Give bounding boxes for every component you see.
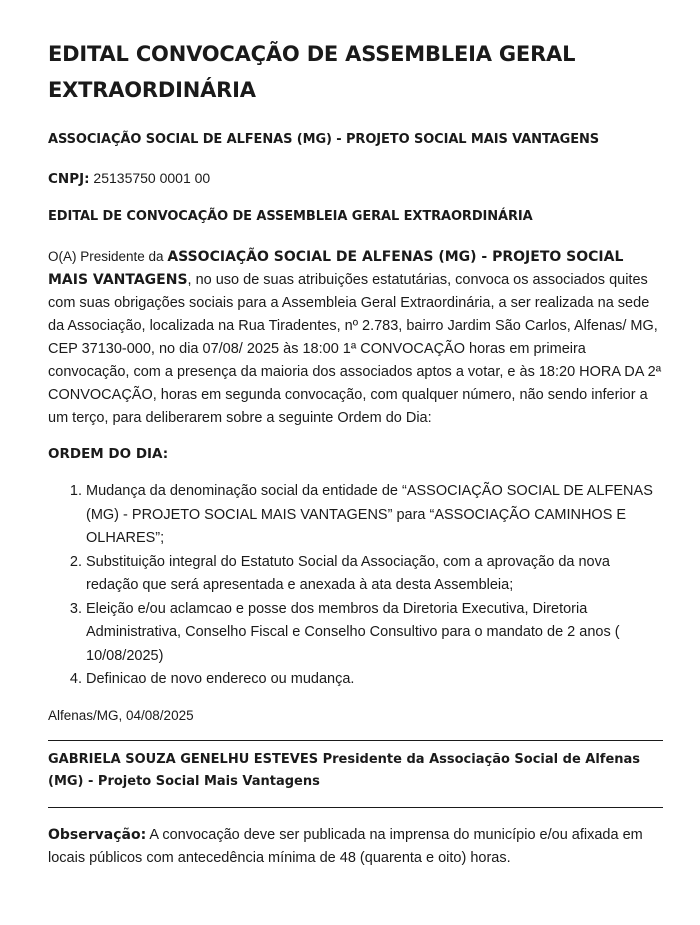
document-title: EDITAL CONVOCAÇÃO DE ASSEMBLEIA GERAL EXTRAORDINÁRIA — [48, 42, 576, 102]
signature-block: GABRIELA SOUZA GENELHU ESTEVES Presidente da Associação Social de Alfenas (MG) - Projeto Social Mais Vantagens — [48, 751, 641, 789]
agenda-item: 2. Substituição integral do Estatuto Social da Associação, com a aprovação da nova redação que será apresentada e anexada à ata desta Assembleia; — [86, 551, 663, 598]
observation-label: Observação: — [48, 826, 147, 843]
cnpj-line — [48, 168, 663, 189]
edital-document — [48, 36, 663, 870]
cnpj-value: 25135750 0001 00 — [89, 170, 211, 186]
intro-body: , no uso de suas atribuições estatutárias, convoca os associados quites com suas obrigações sociais para a Assembleia Geral Extraordinária, a ser realizada na sede da Associação, localizada na Rua Tiradentes, nº 2.783, bairro Jardim São Carlos, Alfenas/ MG, CEP 37130-000, no dia 07/08/ 2025 às 18:00 1ª CONVOCAÇÃO horas em primeira convocação, com a presença da maioria dos associados aptos a votar, e às 18:20 HORA DA 2ª CONVOCAÇÃO, horas em segunda convocação, com qualquer número, não sendo inferior a um terço, para deliberarem sobre a seguinte Ordem do Dia: — [48, 272, 662, 426]
agenda-item: 4. Definicao de novo endereco ou mudança. — [86, 668, 663, 692]
association-heading: ASSOCIAÇÃO SOCIAL DE ALFENAS (MG) - PROJETO SOCIAL MAIS VANTAGENS — [48, 132, 600, 147]
intro-prefix: O(A) Presidente da — [48, 249, 168, 264]
divider-bottom — [48, 807, 663, 808]
divider-top — [48, 740, 663, 741]
intro-paragraph — [48, 245, 663, 430]
edital-heading: EDITAL DE CONVOCAÇÃO DE ASSEMBLEIA GERAL EXTRAORDINÁRIA — [48, 209, 533, 224]
agenda-heading: ORDEM DO DIA: — [48, 446, 169, 462]
agenda-list — [48, 480, 663, 692]
agenda-item: 1. Mudança da denominação social da entidade de “ASSOCIAÇÃO SOCIAL DE ALFENAS (MG) - PROJETO SOCIAL MAIS VANTAGENS” para “ASSOCIAÇÃO CAMINHOS E OLHARES”; — [86, 480, 663, 551]
intro-entity: ASSOCIAÇÃO SOCIAL DE ALFENAS (MG) - PROJETO SOCIAL MAIS VANTAGENS — [48, 249, 624, 288]
observation-text: A convocação deve ser publicada na imprensa do município e/ou afixada em locais públicos com antecedência mínima de 48 (quarenta e oito) horas. — [48, 826, 643, 866]
observation-note — [48, 824, 663, 870]
place-date: Alfenas/MG, 04/08/2025 — [48, 707, 194, 723]
agenda-item: 3. Eleição e/ou aclamcao e posse dos membros da Diretoria Executiva, Diretoria Administrativa, Conselho Fiscal e Conselho Consultivo para o mandato de 2 anos ( 10/08/2025) — [86, 598, 663, 669]
cnpj-label: CNPJ: — [48, 171, 90, 187]
